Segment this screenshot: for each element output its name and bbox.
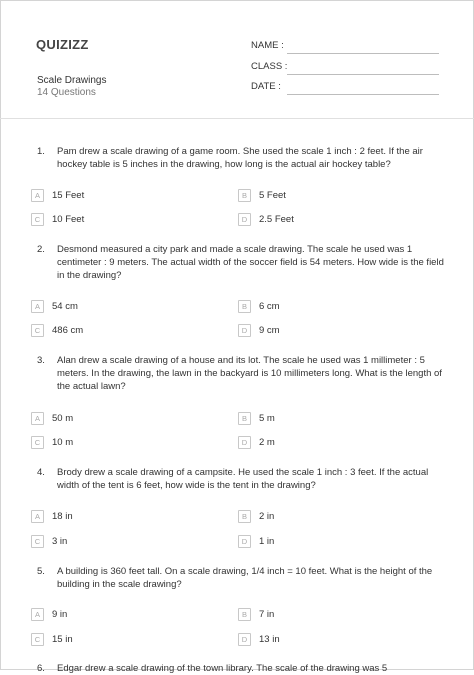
option-value: 1 in [259,536,275,547]
option-value: 18 in [52,511,73,522]
option-value: 54 cm [52,301,78,312]
option-value: 2.5 Feet [259,214,294,225]
question-number: 4. [37,467,45,478]
date-field[interactable] [251,81,439,95]
header-divider [0,118,474,119]
question-number: 6. [37,663,45,674]
option-letter: C [31,324,44,337]
option-value: 10 m [52,437,74,448]
option-value: 15 in [52,634,73,645]
option-letter: C [31,535,44,548]
option-letter: C [31,213,44,226]
question-text: Edgar drew a scale drawing of the town library. The scale of the drawing was 5 [57,663,388,674]
option-letter: B [238,510,251,523]
question-number: 5. [37,566,45,577]
option-value: 13 in [259,634,280,645]
option-letter: A [31,510,44,523]
class-line [287,74,439,75]
option-letter: B [238,300,251,313]
option-letter: B [238,608,251,621]
option-value: 15 Feet [52,190,85,201]
name-label: NAME : [251,40,284,51]
name-line [287,53,439,54]
option-letter: C [31,436,44,449]
question-number: 3. [37,355,45,366]
option-letter: A [31,412,44,425]
option-value: 10 Feet [52,214,85,225]
option-letter: D [238,535,251,548]
question-text: Alan drew a scale drawing of a house and its lot. The scale he used was 1 millimeter : 5 meters. In the drawing, the lawn in the backyard is 10 millimeters long. What is the length of the actual lawn? [57,355,442,392]
question-number: 1. [37,146,45,157]
option-value: 2 in [259,511,275,522]
name-field[interactable] [251,40,439,54]
option-letter: B [238,189,251,202]
option-value: 9 cm [259,325,280,336]
option-letter: D [238,213,251,226]
option-letter: C [31,633,44,646]
option-letter: A [31,300,44,313]
option-value: 486 cm [52,325,84,336]
option-value: 5 Feet [259,190,286,201]
option-value: 5 m [259,413,275,424]
question-text: Desmond measured a city park and made a scale drawing. The scale he used was 1 centimeter : 9 meters. The actual width of the soccer field is 54 meters. How wide is the field in the drawing? [57,244,444,281]
option-letter: A [31,608,44,621]
question-text: Pam drew a scale drawing of a game room. She used the scale 1 inch : 2 feet. If the air hockey table is 5 inches in the drawing, how long is the actual air hockey table? [57,146,423,170]
class-field[interactable] [251,61,439,75]
option-letter: D [238,436,251,449]
worksheet-title: Scale Drawings [37,75,107,86]
option-letter: B [238,412,251,425]
option-value: 3 in [52,536,68,547]
question-number: 2. [37,244,45,255]
option-value: 50 m [52,413,74,424]
option-value: 2 m [259,437,275,448]
option-value: 6 cm [259,301,280,312]
class-label: CLASS : [251,61,288,72]
date-line [287,94,439,95]
quizizz-logo: QUIZIZZ [36,37,89,52]
question-text: A building is 360 feet tall. On a scale drawing, 1/4 inch = 10 feet. What is the height of the building in the scale drawing? [57,566,433,590]
option-value: 9 in [52,609,68,620]
option-value: 7 in [259,609,275,620]
question-count: 14 Questions [37,87,96,98]
date-label: DATE : [251,81,281,92]
question-text: Brody drew a scale drawing of a campsite. He used the scale 1 inch : 3 feet. If the actual width of the tent is 6 feet, how wide is the tent in the drawing? [57,467,429,491]
option-letter: D [238,633,251,646]
option-letter: A [31,189,44,202]
option-letter: D [238,324,251,337]
